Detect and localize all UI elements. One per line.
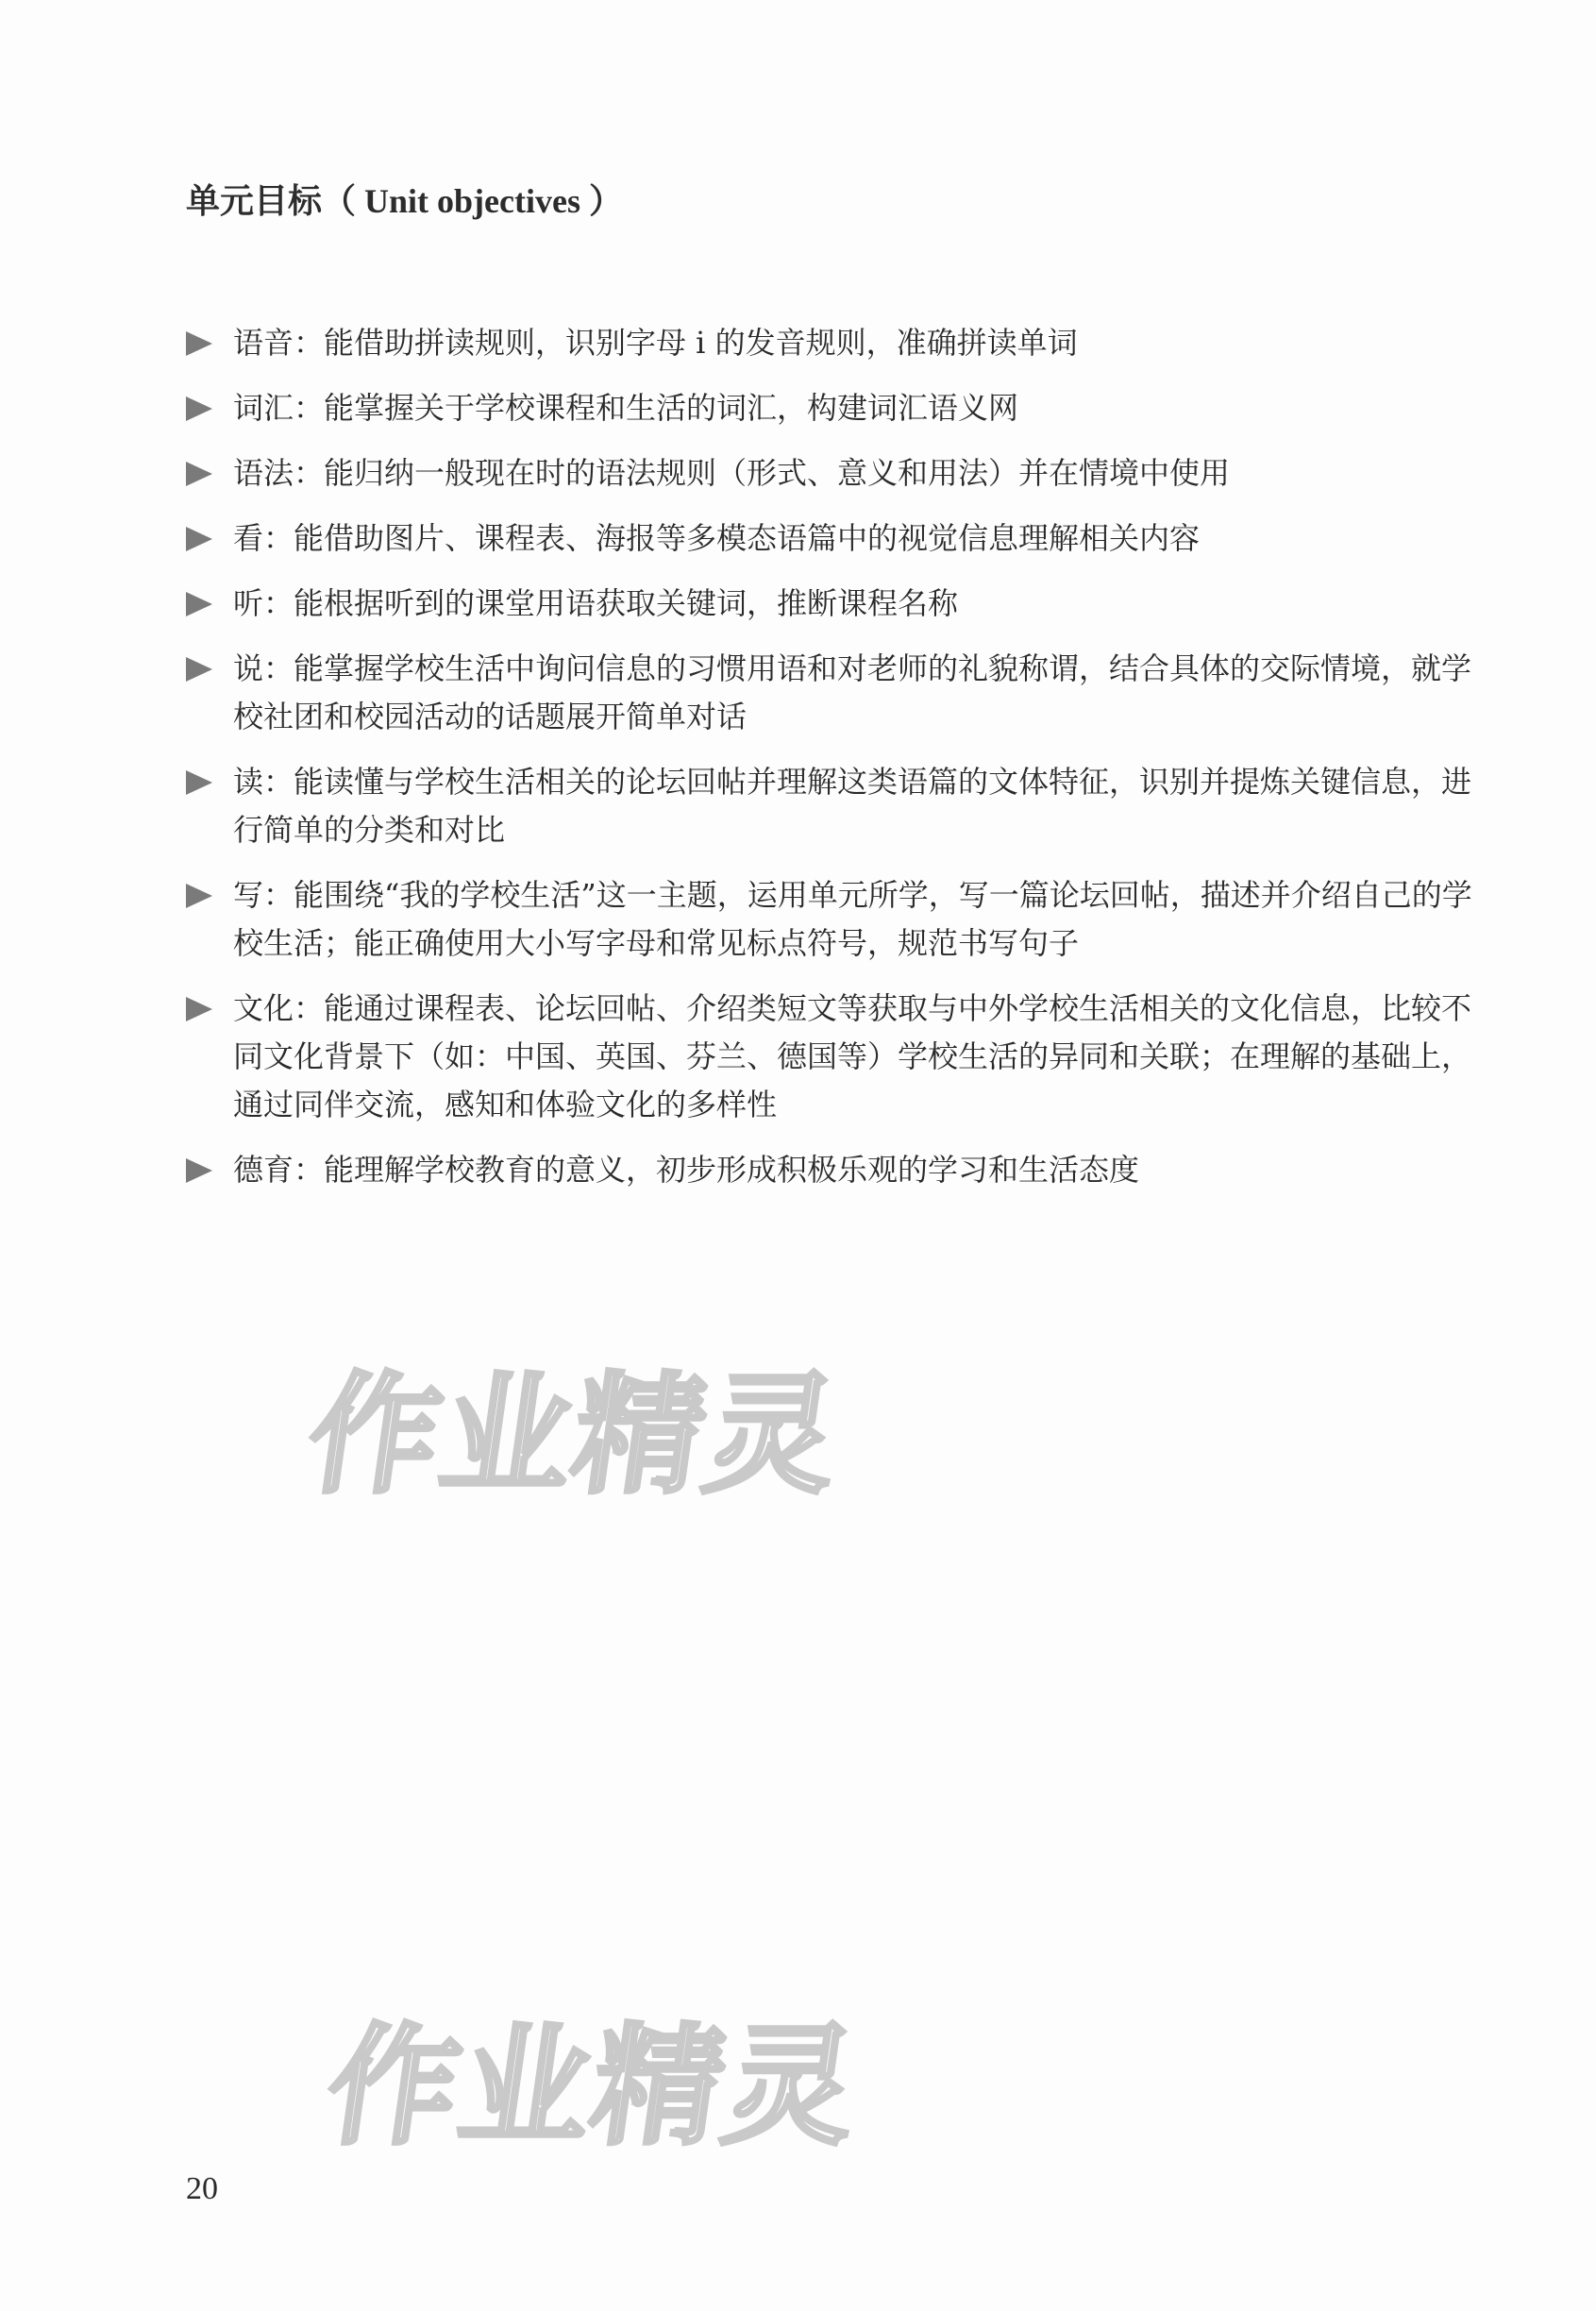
triangle-bullet-icon <box>186 527 212 551</box>
heading-zh: 单元目标 <box>186 182 323 221</box>
triangle-bullet-icon <box>186 657 212 682</box>
objective-text: 读：能读懂与学校生活相关的论坛回帖并理解这类语篇的文体特征，识别并提炼关键信息，进行简单的分类和对比 <box>233 764 1472 848</box>
watermark-lower: 作业精灵 <box>318 2011 868 2163</box>
objectives-list <box>186 319 1488 1211</box>
triangle-bullet-icon <box>186 592 212 616</box>
objective-text: 说：能掌握学校生活中询问信息的习惯用语和对老师的礼貌称谓，结合具体的交际情境，就学校社团和校园活动的话题展开简单对话 <box>233 650 1472 734</box>
triangle-bullet-icon <box>186 331 212 356</box>
objective-item <box>186 985 1488 1129</box>
heading-en: （ Unit objectives ） <box>322 182 623 220</box>
objective-item <box>186 871 1488 968</box>
triangle-bullet-icon <box>186 396 212 421</box>
triangle-bullet-icon <box>186 770 212 795</box>
triangle-bullet-icon <box>186 997 212 1021</box>
objective-item <box>186 319 1488 367</box>
objective-item <box>186 580 1488 628</box>
watermark-upper: 作业精灵 <box>299 1359 849 1511</box>
page-number: 20 <box>186 2171 218 2206</box>
objective-item <box>186 758 1488 854</box>
objective-text: 看：能借助图片、课程表、海报等多模态语篇中的视觉信息理解相关内容 <box>233 520 1201 556</box>
triangle-bullet-icon <box>186 462 212 486</box>
objective-text: 听：能根据听到的课堂用语获取关键词，推断课程名称 <box>233 585 959 621</box>
objective-text: 语法：能归纳一般现在时的语法规则（形式、意义和用法）并在情境中使用 <box>233 455 1231 491</box>
objective-text: 语音：能借助拼读规则，识别字母 i 的发音规则，准确拼读单词 <box>233 325 1078 361</box>
objective-item <box>186 645 1488 741</box>
objective-text: 德育：能理解学校教育的意义，初步形成积极乐观的学习和生活态度 <box>233 1152 1140 1188</box>
objective-text: 词汇：能掌握关于学校课程和生活的词汇，构建词汇语义网 <box>233 390 1019 426</box>
triangle-bullet-icon <box>186 884 212 908</box>
objective-text: 写：能围绕“我的学校生活”这一主题，运用单元所学，写一篇论坛回帖，描述并介绍自己的学校生活；能正确使用大小写字母和常见标点符号，规范书写句子 <box>233 877 1472 961</box>
unit-objectives-heading <box>186 175 623 223</box>
objective-item <box>186 384 1488 432</box>
triangle-bullet-icon <box>186 1158 212 1183</box>
objective-item <box>186 449 1488 498</box>
objective-item <box>186 514 1488 563</box>
objective-item <box>186 1146 1488 1194</box>
objective-text: 文化：能通过课程表、论坛回帖、介绍类短文等获取与中外学校生活相关的文化信息，比较不同文化背景下（如：中国、英国、芬兰、德国等）学校生活的异同和关联；在理解的基础上，通过同伴交流，感知和体验文化的多样性 <box>233 990 1472 1122</box>
